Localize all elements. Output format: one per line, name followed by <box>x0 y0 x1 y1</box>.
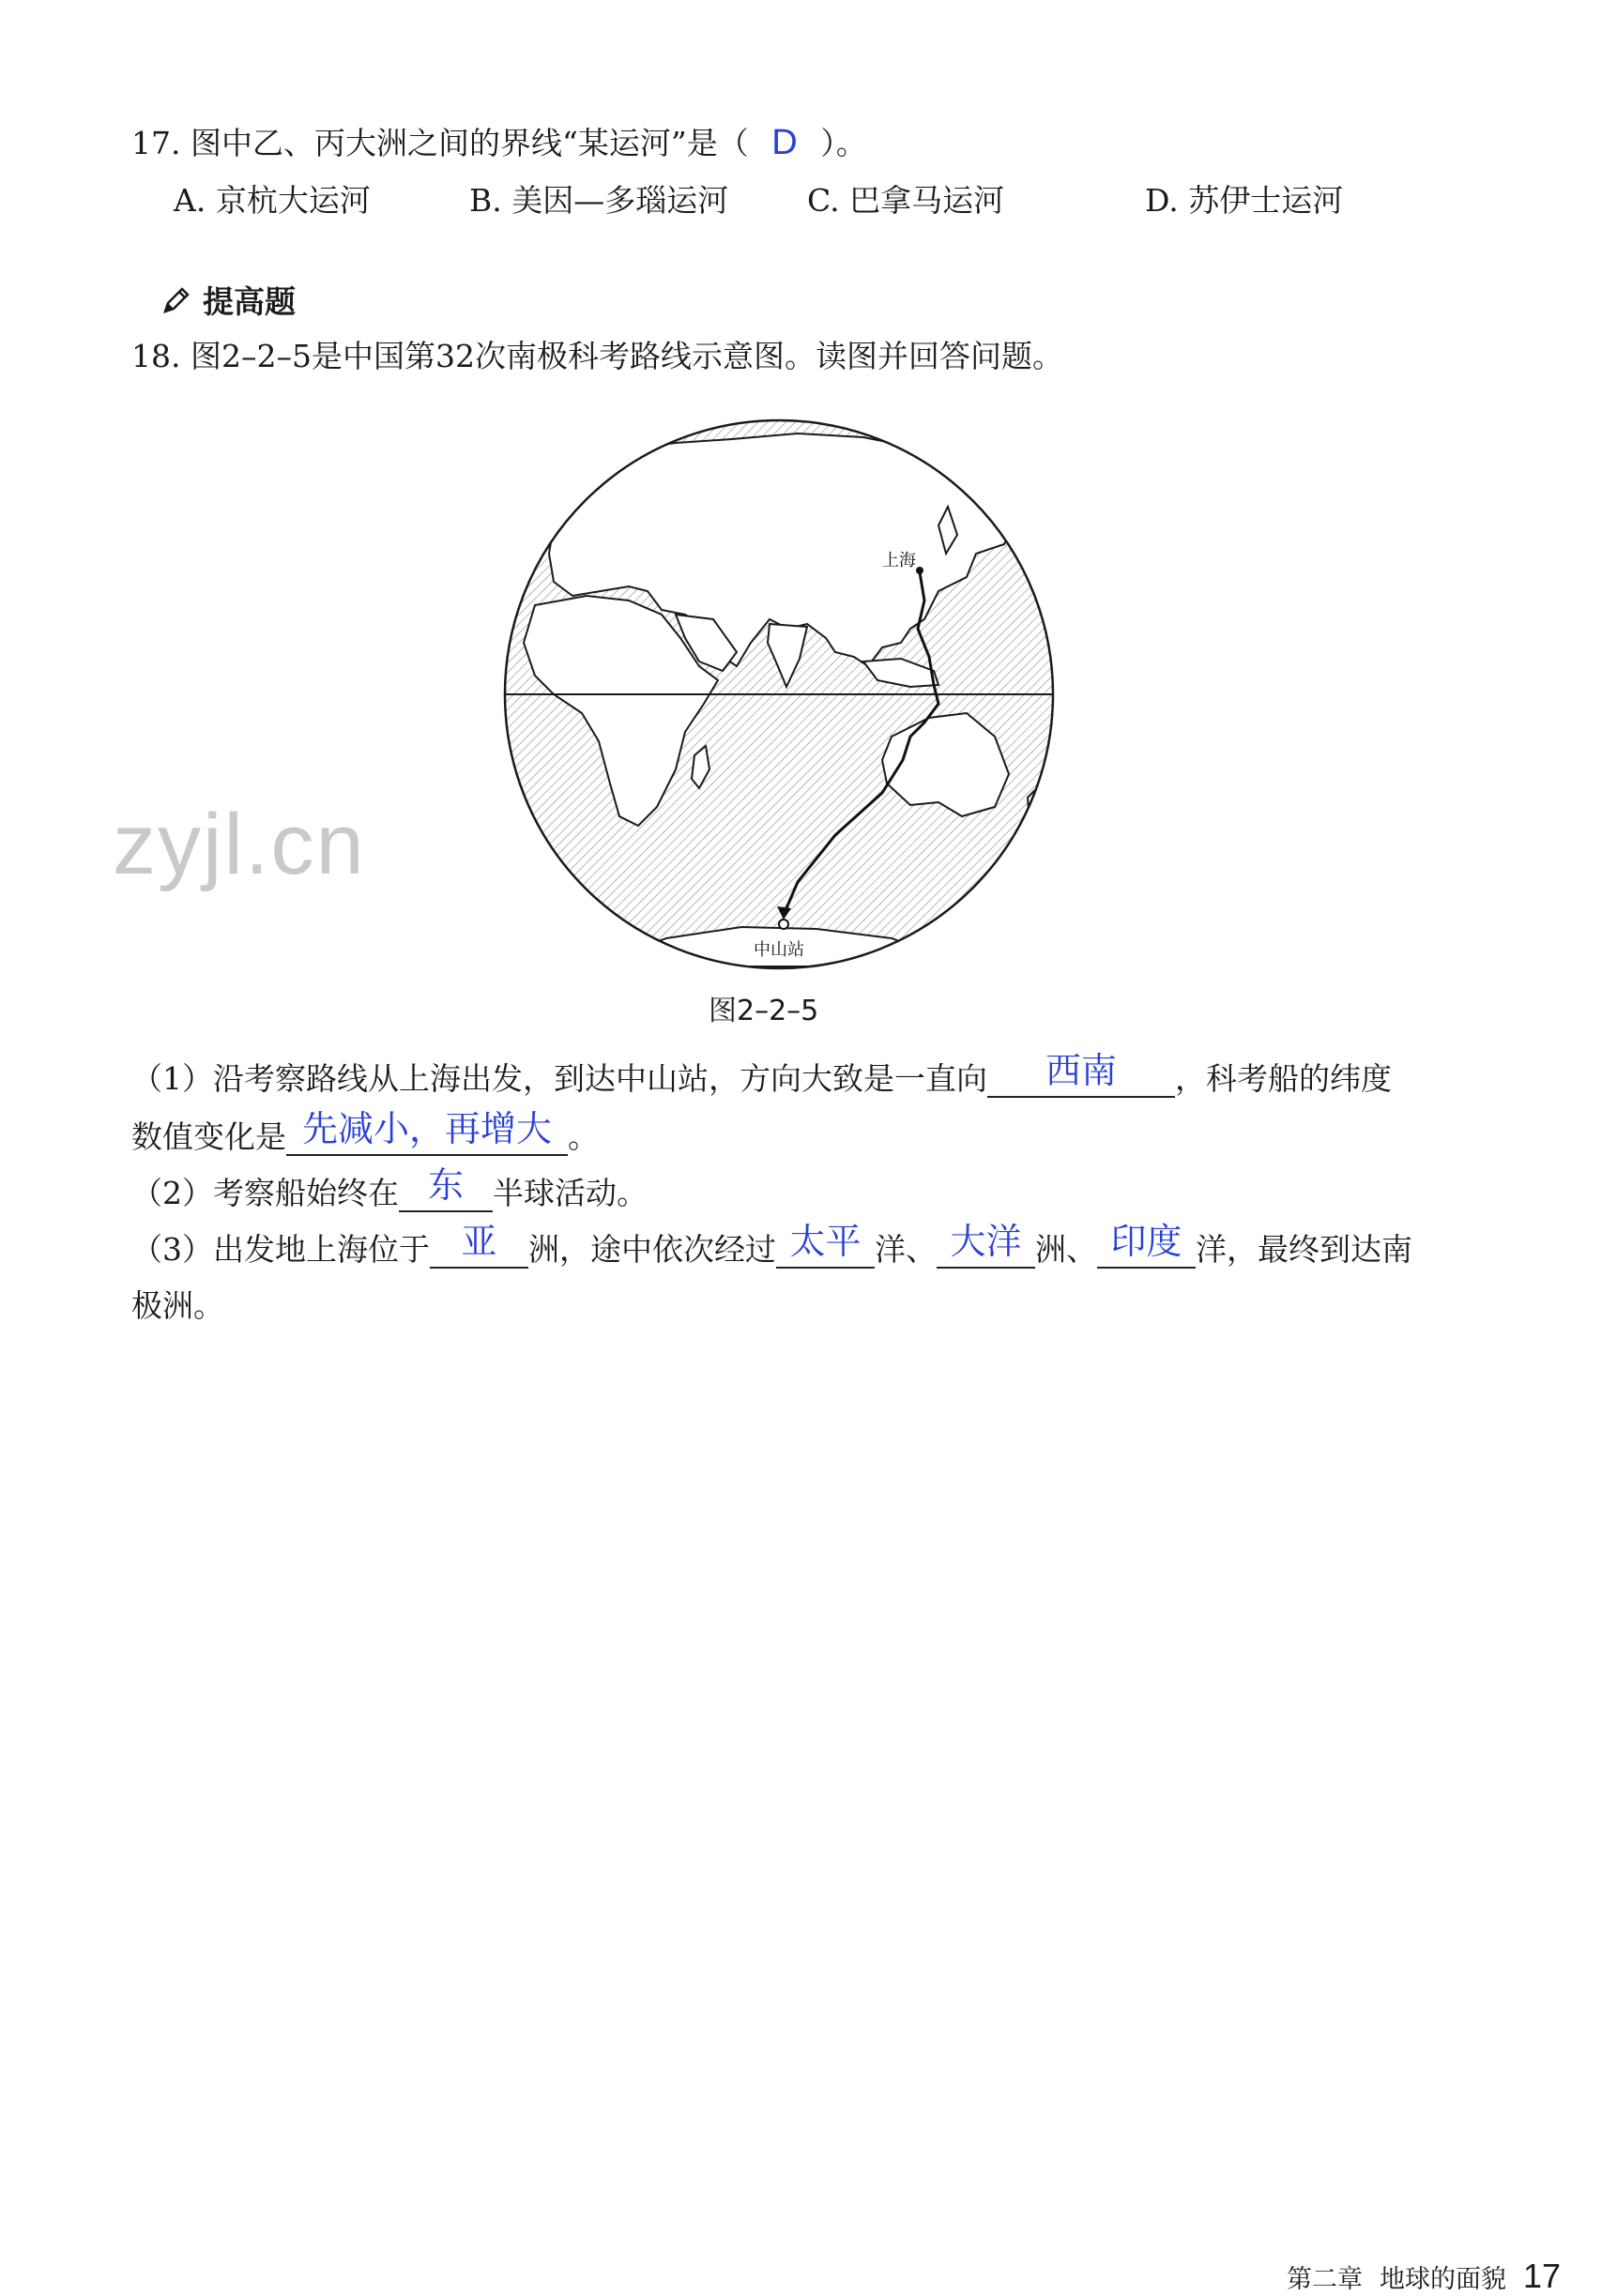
q17-option-b <box>469 182 728 220</box>
q18-part3-line2: 极洲。 <box>131 1287 224 1324</box>
part3-text: 洋，最终到达南 <box>1196 1231 1412 1268</box>
q17-option-c <box>807 182 1004 220</box>
option-label: A. <box>174 182 206 219</box>
figure-caption: 图2–2–5 <box>709 995 819 1027</box>
part3-blank-d <box>1097 1223 1196 1269</box>
q17-stem <box>131 124 867 162</box>
part2-blank <box>399 1166 493 1212</box>
part1-text: （1）沿考察路线从上海出发，到达中山站，方向大致是一直向 <box>131 1060 987 1097</box>
q18-stem-text: 图2–2–5是中国第32次南极科考路线示意图。读图并回答问题。 <box>190 338 1063 374</box>
part2-text: 半球活动。 <box>493 1175 648 1211</box>
part3-answer-a: 亚 <box>461 1223 497 1262</box>
part2-text: （2）考察船始终在 <box>131 1175 399 1211</box>
globe-map <box>497 413 1060 976</box>
option-text: 京杭大运河 <box>215 182 371 219</box>
part2-answer: 东 <box>427 1166 464 1206</box>
q18-stem <box>131 338 1063 375</box>
option-text: 苏伊士运河 <box>1188 182 1344 219</box>
q17-option-d <box>1145 182 1343 220</box>
q17-stem-after: ）。 <box>820 125 867 161</box>
part3-text: 洋、 <box>875 1231 937 1268</box>
footer-title: 地球的面貌 <box>1379 2265 1506 2293</box>
part3-text: （3）出发地上海位于 <box>131 1231 430 1268</box>
pencil-icon <box>160 283 193 317</box>
part3-text: 洲，途中依次经过 <box>528 1231 776 1268</box>
part3-answer-b: 太平 <box>789 1223 862 1262</box>
option-text: 美因—多瑙运河 <box>511 182 729 219</box>
q17-stem-before: 图中乙、丙大洲之间的界线“某运河”是（ <box>190 125 749 161</box>
page-footer <box>1287 2257 1561 2296</box>
option-label: B. <box>469 182 502 219</box>
zhongshan-label: 中山站 <box>754 940 804 960</box>
part3-blank-b <box>776 1223 875 1269</box>
section-title: 提高题 <box>203 283 296 320</box>
part1-answer-b: 先减小，再增大 <box>301 1110 552 1149</box>
option-label: C. <box>807 182 840 219</box>
part3-answer-c: 大洋 <box>950 1223 1022 1262</box>
zhongshan-marker <box>779 920 788 929</box>
part3-blank-a <box>430 1223 528 1269</box>
part3-blank-c <box>937 1223 1035 1269</box>
q18-part2 <box>131 1166 648 1212</box>
part1-answer-a: 西南 <box>1045 1052 1117 1091</box>
q18-part3-line1 <box>131 1223 1412 1269</box>
q18-part1-line1 <box>131 1052 1392 1098</box>
option-label: D. <box>1145 182 1179 219</box>
section-header <box>160 278 296 322</box>
q18-part1-line2 <box>131 1110 599 1156</box>
part1-text: ，科考船的纬度 <box>1175 1060 1392 1097</box>
part3-answer-d: 印度 <box>1110 1223 1182 1262</box>
part1-text: 。 <box>568 1118 599 1155</box>
option-text: 巴拿马运河 <box>849 182 1005 219</box>
globe-figure <box>497 413 1060 976</box>
watermark: zyjl.cn <box>113 797 366 892</box>
q17-answer: D <box>771 123 798 162</box>
q17-option-a <box>174 182 371 220</box>
shanghai-label: 上海 <box>882 551 916 570</box>
part1-text: 数值变化是 <box>131 1118 286 1155</box>
part1-blank-b <box>286 1110 568 1156</box>
part1-blank-a <box>987 1052 1175 1098</box>
page-number: 17 <box>1522 2257 1561 2295</box>
part3-text: 洲、 <box>1035 1231 1097 1268</box>
q17-number: 17. <box>131 125 181 161</box>
q18-number: 18. <box>131 338 181 374</box>
shanghai-marker <box>916 567 923 574</box>
footer-chapter: 第二章 <box>1286 2265 1363 2293</box>
